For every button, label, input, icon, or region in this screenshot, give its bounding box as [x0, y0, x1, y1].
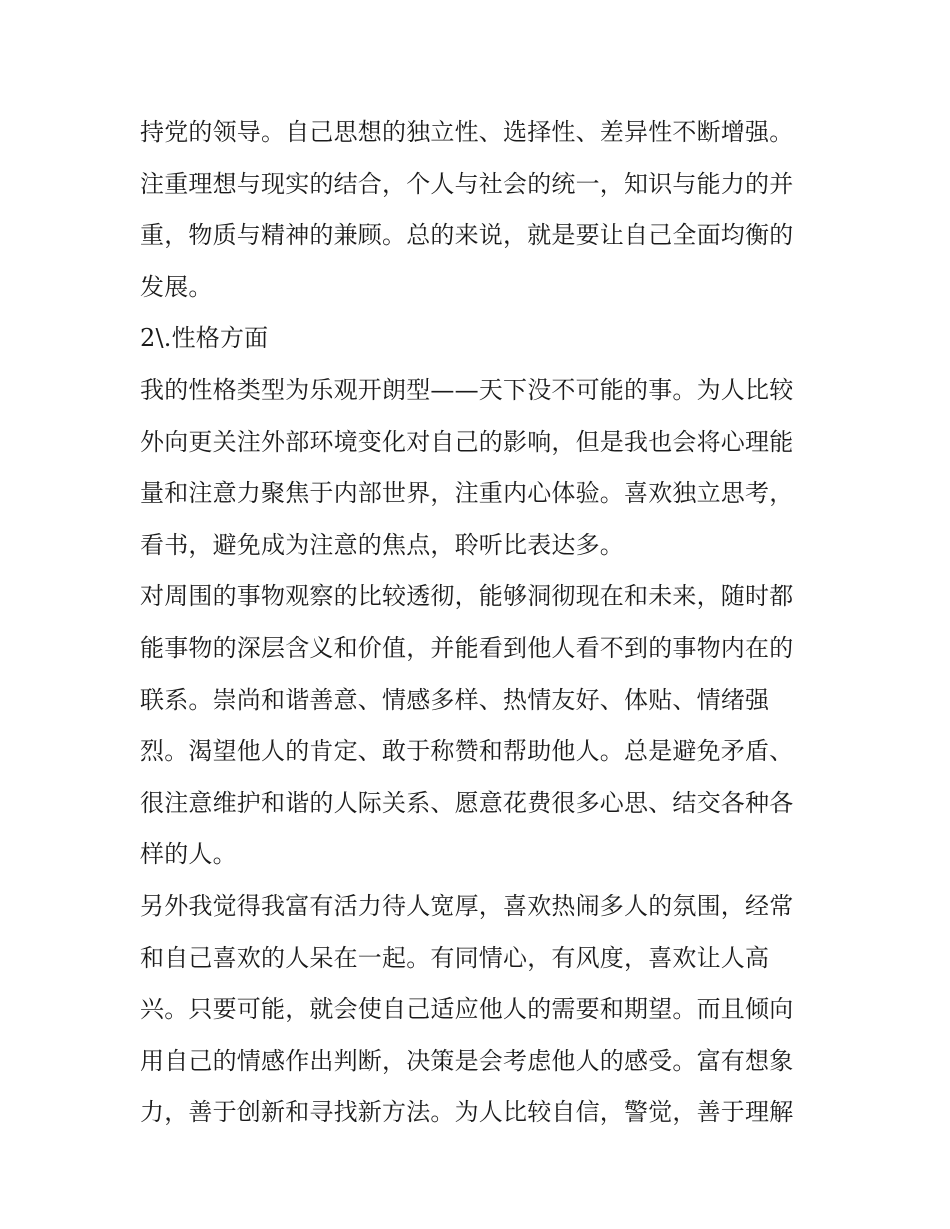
text-line: 持党的领导。自己思想的独立性、选择性、差异性不断增强。	[140, 118, 794, 146]
text-line: 发展。	[140, 272, 213, 301]
text-line: 另外我觉得我富有活力待人宽厚，喜欢热闹多人的氛围，经常	[140, 891, 794, 920]
text-line: 重，物质与精神的兼顾。总的来说，就是要让自己全面均衡的	[140, 221, 794, 250]
text-line: 对周围的事物观察的比较透彻，能够洞彻现在和未来，随时都	[140, 582, 794, 611]
section-heading: 2\.性格方面	[140, 324, 269, 353]
text-line: 用自己的情感作出判断，决策是会考虑他人的感受。富有想象	[140, 1046, 794, 1075]
text-line: 能事物的深层含义和价值，并能看到他人看不到的事物内在的	[140, 633, 794, 662]
text-line: 力，善于创新和寻找新方法。为人比较自信，警觉，善于理解	[140, 1098, 794, 1127]
text-line: 注重理想与现实的结合，个人与社会的统一，知识与能力的并	[140, 169, 794, 198]
text-line: 看书，避免成为注意的焦点，聆听比表达多。	[140, 530, 624, 559]
text-line: 量和注意力聚焦于内部世界，注重内心体验。喜欢独立思考，	[140, 479, 794, 508]
text-line: 联系。崇尚和谐善意、情感多样、热情友好、体贴、情绪强	[140, 685, 770, 714]
document-body	[140, 107, 820, 1139]
text-line: 很注意维护和谐的人际关系、愿意花费很多心思、结交各种各	[140, 788, 794, 817]
text-line: 和自己喜欢的人呆在一起。有同情心，有风度，喜欢让人高	[140, 943, 770, 972]
text-line: 样的人。	[140, 840, 237, 869]
text-line: 烈。渴望他人的肯定、敢于称赞和帮助他人。总是避免矛盾、	[140, 737, 794, 766]
text-line: 兴。只要可能，就会使自己适应他人的需要和期望。而且倾向	[140, 995, 794, 1024]
text-line: 外向更关注外部环境变化对自己的影响，但是我也会将心理能	[140, 427, 794, 456]
text-line: 我的性格类型为乐观开朗型——天下没不可能的事。为人比较	[140, 375, 794, 404]
